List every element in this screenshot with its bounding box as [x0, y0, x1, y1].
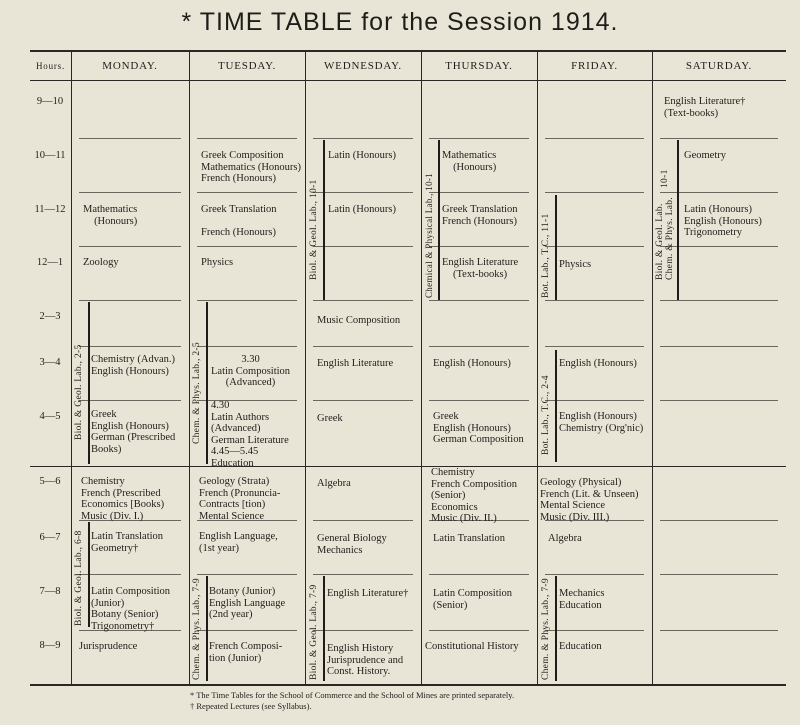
cell-thursday-7 — [433, 588, 512, 611]
cell-monday-7 — [91, 586, 170, 632]
cell-wednesday-10 — [328, 150, 396, 162]
hour-label: 11—12 — [34, 204, 66, 215]
header-rule — [30, 80, 786, 81]
hour-label: 8—9 — [39, 640, 61, 651]
cell-line: French (Pronuncia- — [199, 487, 281, 499]
cell-line: Algebra — [548, 533, 582, 544]
cell-line: (1st year) — [199, 542, 239, 554]
cell-line: 3.30 — [241, 354, 260, 365]
cell-monday-12 — [83, 257, 119, 269]
cell-line: (Junior) — [91, 597, 125, 609]
cell-line: Mechanics — [559, 588, 605, 599]
row-separator — [545, 192, 644, 193]
cell-saturday-9 — [664, 96, 745, 119]
cell-line: Jurisprudence — [79, 641, 138, 652]
cell-line: Economics — [431, 501, 478, 513]
col-divider — [421, 50, 422, 686]
lab-label-mon-biol2: Biol. & Geol. Lab., 6-8 — [74, 530, 84, 626]
row-separator — [429, 346, 529, 347]
row-separator — [197, 574, 297, 575]
lab-bracket — [323, 576, 325, 681]
row-separator — [197, 192, 297, 193]
cell-friday-7 — [559, 588, 604, 611]
row-separator — [79, 346, 181, 347]
row-separator — [79, 400, 181, 401]
cell-thursday-12 — [442, 257, 518, 280]
cell-thursday-4 — [433, 411, 524, 446]
row-separator — [545, 400, 644, 401]
cell-line: English Literature† — [327, 588, 409, 599]
cell-line: Physics — [201, 257, 234, 268]
footnote-commerce: * The Time Tables for the School of Commerce and the School of Mines are printed separately. — [190, 690, 515, 700]
cell-line: French Composition — [431, 478, 518, 490]
cell-line: Education — [559, 641, 602, 652]
cell-line: English (Honours) — [559, 411, 637, 422]
cell-wednesday-5 — [317, 478, 351, 490]
row-separator — [197, 138, 297, 139]
cell-line: Latin Translation — [433, 533, 506, 544]
col-divider — [189, 50, 190, 686]
cell-friday-6 — [548, 533, 582, 545]
cell-line: Greek — [317, 413, 343, 424]
row-separator — [313, 520, 413, 521]
row-separator — [79, 138, 181, 139]
cell-line: Chemistry (Org'nic) — [559, 422, 644, 434]
row-separator — [313, 630, 413, 631]
row-separator — [197, 300, 297, 301]
cell-line: Geometry — [684, 150, 726, 161]
header-monday: MONDAY. — [102, 60, 158, 72]
cell-line: French (Lit. & Unseen) — [540, 488, 639, 500]
cell-line: (Text-books) — [664, 107, 719, 119]
cell-line: Education — [559, 599, 602, 611]
row-separator — [313, 574, 413, 575]
cell-line: Algebra — [317, 478, 351, 489]
cell-tuesday-7 — [209, 586, 285, 621]
cell-tuesday-6 — [199, 531, 278, 554]
lab-label-fri-bot2: Bot. Lab., T.C., 2-4 — [541, 375, 551, 455]
lab-bracket — [555, 350, 557, 462]
cell-line: Chemistry — [431, 467, 475, 478]
cell-line: English Language, — [199, 531, 278, 542]
row-separator — [313, 346, 413, 347]
cell-monday-5 — [81, 476, 164, 522]
cell-line: (Senior) — [431, 490, 466, 501]
cell-line: 4.45—5.45 — [211, 446, 259, 457]
cell-line: Geology (Physical) — [540, 477, 622, 488]
lab-bracket — [555, 576, 557, 681]
page-title: * TIME TABLE for the Session 1914. — [181, 8, 619, 36]
cell-line: English (Honours) — [684, 215, 762, 227]
cell-line: tion (Junior) — [209, 652, 262, 664]
cell-line: (Advanced) — [211, 423, 261, 434]
cell-friday-5 — [540, 477, 639, 523]
cell-friday-3 — [559, 358, 637, 370]
cell-line: English (Honours) — [433, 358, 511, 369]
hour-label: 5—6 — [39, 476, 61, 487]
row-separator — [429, 246, 529, 247]
hour-label: 7—8 — [39, 586, 61, 597]
row-separator — [660, 630, 778, 631]
lab-label-fri-bot: Bot. Lab., T.C., 11-1 — [541, 213, 551, 298]
row-separator — [429, 630, 529, 631]
cell-line: English Literature† — [664, 96, 746, 107]
cell-line: English (Honours) — [91, 420, 169, 432]
cell-saturday-10 — [684, 150, 726, 162]
cell-line: French Composi- — [209, 641, 283, 652]
row-separator — [313, 246, 413, 247]
cell-line: English (Honours) — [91, 365, 169, 377]
cell-line: (2nd year) — [209, 609, 253, 620]
cell-thursday-11 — [442, 204, 518, 227]
cell-line — [201, 216, 277, 228]
row-separator — [660, 300, 778, 301]
cell-line: Music (Div. I.) — [81, 510, 144, 522]
cell-line: French (Prescribed — [81, 487, 161, 499]
cell-tuesday-4 — [211, 400, 289, 469]
hour-label: 3—4 — [39, 357, 61, 368]
cell-wednesday-11 — [328, 204, 396, 216]
cell-line: Latin Authors — [211, 411, 270, 423]
cell-line: Mental Science — [199, 510, 265, 522]
cell-line: Economics [Books) — [81, 499, 165, 510]
col-divider — [305, 50, 306, 686]
cell-monday-8 — [79, 641, 137, 653]
cell-line: Mechanics — [317, 544, 363, 556]
cell-friday-12 — [559, 259, 591, 271]
cell-line: English (Honours) — [559, 358, 637, 369]
cell-line: Latin (Honours) — [328, 150, 396, 161]
hour-label: 2—3 — [39, 311, 61, 322]
cell-wednesday-3 — [317, 358, 393, 370]
cell-line: Trigonometry — [684, 227, 742, 238]
cell-wednesday-7 — [327, 588, 408, 600]
lab-label-wed-biol: Biol. & Geol. Lab., 10-1 — [309, 179, 319, 280]
col-divider — [71, 50, 72, 686]
cell-thursday-3 — [433, 358, 511, 370]
cell-line: Latin Composition — [91, 586, 171, 597]
lab-bracket — [438, 140, 440, 300]
cell-thursday-10 — [442, 150, 496, 173]
cell-monday-4 — [91, 409, 175, 455]
cell-line: German (Prescribed — [91, 432, 176, 443]
cell-line: Music (Div. II.) — [431, 513, 497, 524]
cell-monday-3 — [91, 354, 175, 377]
lab-bracket — [555, 195, 557, 300]
col-divider — [537, 50, 538, 686]
cell-line: 4.30 — [211, 400, 230, 411]
header-friday: FRIDAY. — [571, 60, 618, 72]
cell-monday-11 — [83, 204, 137, 227]
table-mid-rule — [30, 466, 786, 467]
row-separator — [313, 138, 413, 139]
cell-line: Greek Translation — [442, 204, 518, 215]
cell-line: Greek — [433, 411, 459, 422]
cell-wednesday-2 — [317, 315, 400, 327]
table-bottom-rule — [30, 684, 786, 686]
row-separator — [79, 300, 181, 301]
row-separator — [79, 574, 181, 575]
cell-line: Const. History. — [327, 666, 391, 677]
cell-thursday-8 — [425, 641, 519, 653]
cell-line: Education — [211, 457, 254, 469]
lab-label-fri-chem2: Chem. & Phys. Lab., 7-9 — [541, 578, 551, 680]
row-separator — [660, 346, 778, 347]
cell-wednesday-4 — [317, 413, 343, 425]
hour-label: 4—5 — [39, 411, 61, 422]
row-separator — [545, 574, 644, 575]
cell-line: German Composition — [433, 434, 524, 445]
cell-saturday-11 — [684, 204, 762, 239]
cell-line: English Language — [209, 597, 286, 609]
cell-thursday-5 — [431, 467, 517, 525]
cell-line: (Honours) — [453, 161, 497, 173]
row-separator — [545, 630, 644, 631]
lab-bracket — [677, 140, 679, 300]
row-separator — [197, 346, 297, 347]
lab-label-tue-chem2: Chem. & Phys. Lab., 7-9 — [192, 578, 202, 680]
cell-line: (Senior) — [433, 599, 468, 611]
cell-thursday-6 — [433, 533, 505, 545]
cell-line: Mathematics — [83, 204, 138, 215]
cell-line: Zoology — [83, 257, 119, 268]
cell-tuesday-5 — [199, 476, 280, 522]
row-separator — [660, 520, 778, 521]
lab-label-sat-time: 10-1 — [660, 169, 670, 188]
row-separator — [660, 574, 778, 575]
cell-line: French (Honours) — [201, 227, 276, 238]
cell-line: English (Honours) — [433, 422, 511, 434]
cell-line: Music (Div. III.) — [540, 511, 610, 523]
cell-line: Greek — [91, 409, 117, 420]
row-separator — [197, 630, 297, 631]
cell-tuesday-11 — [201, 204, 277, 239]
cell-line: Constitutional History — [425, 641, 519, 652]
cell-line: (Honours) — [94, 215, 138, 227]
row-separator — [545, 138, 644, 139]
cell-tuesday-8 — [209, 641, 282, 664]
cell-line: Latin Composition — [211, 365, 291, 377]
hour-label: 10—11 — [34, 150, 66, 161]
hour-label: 9—10 — [36, 96, 64, 107]
lab-bracket — [206, 302, 208, 464]
row-separator — [660, 138, 778, 139]
cell-line: Geology (Strata) — [199, 476, 270, 487]
lab-label-mon-biol: Biol. & Geol. Lab., 2-5 — [74, 344, 84, 440]
cell-line: Mathematics — [442, 150, 497, 161]
header-thursday: THURSDAY. — [445, 60, 513, 72]
footnote-repeated: † Repeated Lectures (see Syllabus). — [190, 701, 312, 711]
header-tuesday: TUESDAY. — [217, 60, 277, 72]
row-separator — [429, 138, 529, 139]
cell-line: Mental Science — [540, 500, 606, 511]
lab-bracket — [88, 522, 90, 627]
cell-line: Chemistry (Advan.) — [91, 354, 175, 365]
lab-bracket — [206, 576, 208, 681]
lab-label-thu-chem: Chemical & Physical Lab., 10-1 — [424, 173, 434, 298]
cell-line: Latin Composition — [433, 588, 513, 599]
header-hours: Hours. — [35, 61, 66, 71]
cell-line: (Text-books) — [453, 268, 508, 280]
row-separator — [313, 192, 413, 193]
cell-line: Geometry† — [91, 542, 139, 554]
cell-line: Latin Translation — [91, 531, 164, 542]
cell-tuesday-3 — [211, 354, 290, 389]
cell-line: General Biology — [317, 533, 387, 544]
cell-line: Mathematics (Honours) — [201, 161, 302, 173]
cell-wednesday-8 — [327, 643, 403, 678]
col-divider — [652, 50, 653, 686]
row-separator — [545, 246, 644, 247]
cell-friday-4 — [559, 411, 643, 434]
row-separator — [660, 400, 778, 401]
row-separator — [313, 400, 413, 401]
cell-tuesday-12 — [201, 257, 233, 269]
row-separator — [545, 300, 644, 301]
cell-line: French (Honours) — [442, 215, 517, 227]
row-separator — [429, 300, 529, 301]
lab-label-wed-biol2: Biol. & Geol. Lab., 7-9 — [309, 584, 319, 680]
row-separator — [79, 192, 181, 193]
row-separator — [197, 246, 297, 247]
lab-label-tue-chem: Chem. & Phys. Lab., 2-5 — [192, 342, 202, 444]
cell-monday-6 — [91, 531, 163, 554]
row-separator — [429, 574, 529, 575]
cell-tuesday-10 — [201, 150, 301, 185]
header-saturday: SATURDAY. — [685, 60, 753, 72]
lab-bracket — [323, 140, 325, 300]
cell-line: German Literature — [211, 434, 289, 446]
cell-line: Trigonometry† — [91, 620, 155, 632]
cell-line: English Literature — [442, 257, 519, 268]
hour-label: 6—7 — [39, 532, 61, 543]
cell-line: Botany (Junior) — [209, 586, 276, 597]
row-separator — [429, 192, 529, 193]
cell-line: Music Composition — [317, 315, 401, 326]
header-wednesday: WEDNESDAY. — [324, 60, 402, 72]
cell-wednesday-6 — [317, 533, 387, 556]
lab-label-sat-biol: Biol. & Geol. Lab. — [655, 203, 665, 280]
lab-label-sat-chem: Chem. & Phys. Lab. — [665, 197, 675, 280]
row-separator — [313, 300, 413, 301]
cell-line: Contracts [tion) — [199, 499, 266, 510]
row-separator — [429, 400, 529, 401]
cell-friday-8 — [559, 641, 602, 653]
cell-line: (Advanced) — [225, 377, 276, 388]
cell-line: Latin (Honours) — [328, 204, 396, 215]
cell-line: Books) — [91, 443, 122, 455]
row-separator — [79, 246, 181, 247]
cell-line: Greek Translation — [201, 204, 277, 215]
cell-line: Latin (Honours) — [684, 204, 752, 215]
cell-line: Greek Composition — [201, 150, 284, 161]
cell-line: English Literature — [317, 358, 394, 369]
hour-label: 12—1 — [36, 257, 64, 268]
table-top-rule — [30, 50, 786, 52]
cell-line: Physics — [559, 259, 592, 270]
cell-line: French (Honours) — [201, 173, 276, 184]
cell-line: Botany (Senior) — [91, 609, 159, 620]
cell-line: Jurisprudence and — [327, 654, 404, 666]
row-separator — [545, 346, 644, 347]
cell-line: English History — [327, 643, 394, 654]
cell-line: Chemistry — [81, 476, 125, 487]
lab-bracket — [88, 302, 90, 464]
